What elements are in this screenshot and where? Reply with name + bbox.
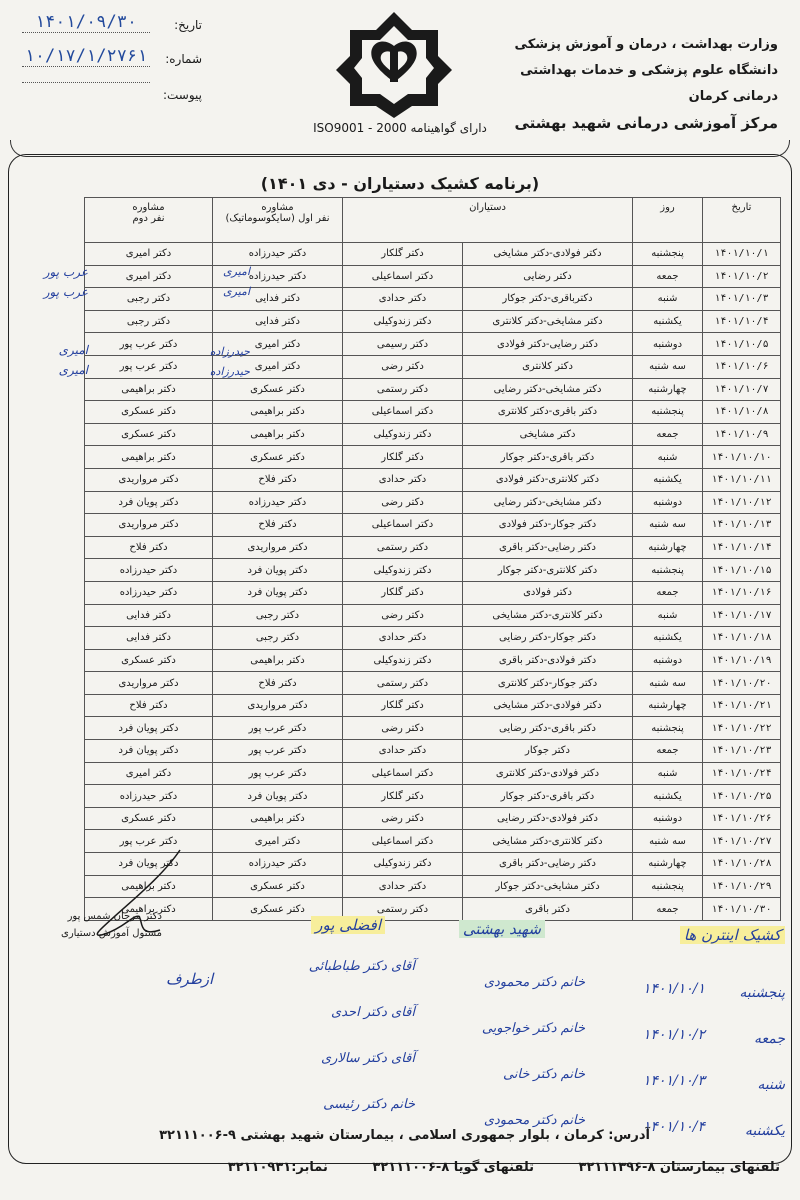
resident1-cell: دکتر رضایی-دکتر باقری [463,853,633,876]
note-day: یکشنبه [744,1123,785,1139]
consult1-cell: دکتر عسکری [213,446,343,469]
day-cell: دوشنبه [633,807,703,830]
consult1-cell: دکتر فلاح [213,514,343,537]
iso-certification: دارای گواهینامه ISO9001 - 2000 [313,121,487,135]
hand-note: حیدرزاده [209,345,250,358]
consult1-cell: دکتر مرواریدی [213,694,343,717]
consult2-cell: دکتر فدایی [85,604,213,627]
day-cell: چهارشنبه [633,853,703,876]
note-day: جمعه [753,1031,785,1047]
table-row [85,423,781,446]
date-cell: ۱۴۰۱/۱۰/۲۳ [703,740,781,763]
resident2-cell: دکتر گلکار [343,694,463,717]
day-cell: سه شنبه [633,830,703,853]
note-date: ۱۴۰۱/۱۰/۳ [642,1073,705,1089]
ivr-phones: تلفنهای گویا ۸-۳۲۱۱۱۰۰۶ [372,1160,535,1175]
consult2-cell: دکتر مرواریدی [85,672,213,695]
consult1-cell: دکتر براهیمی [213,401,343,424]
consult1-cell: دکتر مرواریدی [213,536,343,559]
resident2-cell: دکتر رسیمی [343,333,463,356]
consult2-cell: دکتر عرب پور [85,355,213,378]
date-cell: ۱۴۰۱/۱۰/۲۴ [703,762,781,785]
day-cell: چهارشنبه [633,378,703,401]
day-cell: شنبه [633,288,703,311]
table-header-row [85,198,781,243]
hand-note: امیری [58,343,88,357]
table-row [85,807,781,830]
consult2-cell: دکتر براهیمی [85,898,213,921]
table-row [85,265,781,288]
table-row [85,310,781,333]
day-cell: جمعه [633,581,703,604]
resident1-cell: دکتر جوکار-دکتر رضایی [463,627,633,650]
date-cell: ۱۴۰۱/۱۰/۵ [703,333,781,356]
consult1-cell: دکتر پویان فرد [213,559,343,582]
day-cell: سه شنبه [633,355,703,378]
consult2-cell: دکتر امیری [85,265,213,288]
note-date: ۱۴۰۱/۱۰/۲ [642,1027,705,1043]
day-cell: دوشنبه [633,491,703,514]
consult1-cell: دکتر عسکری [213,898,343,921]
table-row [85,672,781,695]
table-row [85,468,781,491]
resident1-cell: دکتر فولادی-دکتر کلانتری [463,762,633,785]
footer-address: آدرس: کرمان ، بلوار جمهوری اسلامی ، بیمارستان شهید بهشتی ۹-۳۲۱۱۱۰۰۶ [159,1128,650,1143]
date-cell: ۱۴۰۱/۱۰/۹ [703,423,781,446]
table-row [85,627,781,650]
consult1-cell: دکتر عسکری [213,378,343,401]
ministry-name: وزارت بهداشت ، درمان و آموزش پزشکی [514,37,778,52]
date-cell: ۱۴۰۱/۱۰/۱۶ [703,581,781,604]
resident2-cell: دکتر اسماعیلی [343,401,463,424]
resident2-cell: دکتر زندوکیلی [343,423,463,446]
university-name: دانشگاه علوم پزشکی و خدمات بهداشتی درمانی کرمان [520,63,778,104]
schedule-table [84,197,781,921]
resident1-cell: دکتر فولادی [463,581,633,604]
resident2-cell: دکتر رضی [343,717,463,740]
resident2-cell: دکتر اسماعیلی [343,514,463,537]
attach-value [22,82,150,83]
date-cell: ۱۴۰۱/۱۰/۳ [703,288,781,311]
table-row [85,559,781,582]
date-cell: ۱۴۰۱/۱۰/۱۳ [703,514,781,537]
table-row [85,604,781,627]
date-cell: ۱۴۰۱/۱۰/۱۴ [703,536,781,559]
table-row [85,785,781,808]
consult1-cell: دکتر رجبی [213,627,343,650]
consult2-cell: دکتر عسکری [85,423,213,446]
resident1-cell: دکتر جوکار [463,740,633,763]
center-name: مرکز آموزشی درمانی شهید بهشتی [514,114,778,132]
resident1-cell: دکترباقری-دکتر جوکار [463,288,633,311]
resident1-cell: دکتر مشایخی-دکتر کلانتری [463,310,633,333]
fax-number: نمابر:۳۲۱۱۰۹۳۱ [227,1160,328,1175]
consult2-title: مشاوره [132,202,165,213]
hand-note: عرب پور [43,265,88,279]
date-cell: ۱۴۰۱/۱۰/۲۶ [703,807,781,830]
notes-days [715,970,785,1154]
resident2-cell: دکتر حدادی [343,740,463,763]
notes-b-names [435,960,585,1144]
resident2-cell: دکتر زندوکیلی [343,649,463,672]
resident1-cell: دکتر فولادی-دکتر مشایخی [463,694,633,717]
table-row [85,491,781,514]
number-value: ۱۰/۱۷/۱/۲۷۶۱ [22,46,150,67]
date-cell: ۱۴۰۱/۱۰/۷ [703,378,781,401]
date-cell: ۱۴۰۱/۱۰/۱۰ [703,446,781,469]
hand-note: امیری [223,265,250,278]
day-cell: جمعه [633,265,703,288]
day-cell: یکشنبه [633,468,703,491]
date-label: تاریخ: [174,18,202,32]
consult1-cell: دکتر عرب پور [213,717,343,740]
day-cell: سه شنبه [633,514,703,537]
consult2-cell: دکتر فلاح [85,536,213,559]
note-name: خانم دکتر خانی [502,1067,585,1082]
resident2-cell: دکتر زندوکیلی [343,559,463,582]
resident2-cell: دکتر گلکار [343,785,463,808]
consult1-cell: دکتر پویان فرد [213,785,343,808]
hand-note: عرب پور [43,285,88,299]
consult1-cell: دکتر امیری [213,333,343,356]
resident1-cell: دکتر کلانتری-دکتر جوکار [463,559,633,582]
notes-c-names [215,944,415,1128]
table-row [85,243,781,266]
consult2-cell: دکتر امیری [85,762,213,785]
hand-note: امیری [223,285,250,298]
resident1-cell: دکتر مشایخی-دکتر جوکار [463,875,633,898]
resident2-cell: دکتر زندوکیلی [343,310,463,333]
day-cell: دوشنبه [633,333,703,356]
col-date-header: تاریخ [703,198,781,243]
handwritten-col1 [190,262,250,382]
note-name: خانم دکتر محمودی [483,975,585,990]
date-cell: ۱۴۰۱/۱۰/۲۰ [703,672,781,695]
table-row [85,288,781,311]
consult2-cell: دکتر فلاح [85,694,213,717]
hospital-phones: تلفنهای بیمارستان ۸-۳۲۱۱۱۳۹۶ [578,1160,780,1175]
consult2-cell: دکتر رجبی [85,310,213,333]
consult2-cell: دکتر حیدرزاده [85,785,213,808]
table-row [85,355,781,378]
day-cell: جمعه [633,898,703,921]
consult1-cell: دکتر امیری [213,355,343,378]
resident2-cell: دکتر حدادی [343,468,463,491]
consult2-cell: دکتر عسکری [85,649,213,672]
note-name: خانم دکتر رئیسی [323,1097,415,1112]
date-cell: ۱۴۰۱/۱۰/۱ [703,243,781,266]
resident2-cell: دکتر گلکار [343,243,463,266]
table-row [85,514,781,537]
consult1-cell: دکتر حیدرزاده [213,853,343,876]
note-name: آقای دکتر طباطبائی [308,959,415,974]
date-cell: ۱۴۰۱/۱۰/۱۲ [703,491,781,514]
consult2-subtitle: نفر دوم [132,213,165,224]
consult2-cell: دکتر براهیمی [85,378,213,401]
resident1-cell: دکتر رضایی [463,265,633,288]
date-cell: ۱۴۰۱/۱۰/۸ [703,401,781,424]
resident1-cell: دکتر مشایخی-دکتر رضایی [463,378,633,401]
day-cell: دوشنبه [633,649,703,672]
day-cell: یکشنبه [633,310,703,333]
consult1-cell: دکتر عرب پور [213,740,343,763]
resident2-cell: دکتر حدادی [343,875,463,898]
date-cell: ۱۴۰۱/۱۰/۲۱ [703,694,781,717]
resident1-cell: دکتر جوکار-دکتر کلانتری [463,672,633,695]
consult2-cell: دکتر عرب پور [85,830,213,853]
consult1-cell: دکتر حیدرزاده [213,243,343,266]
resident1-cell: دکتر باقری-دکتر جوکار [463,446,633,469]
resident2-cell: دکتر رستمی [343,672,463,695]
day-cell: چهارشنبه [633,694,703,717]
consult2-cell: دکتر مرواریدی [85,514,213,537]
handwritten-notes [160,916,785,1150]
day-cell: پنجشنبه [633,243,703,266]
consult1-cell: دکتر عرب پور [213,762,343,785]
table-row [85,740,781,763]
resident1-cell: دکتر باقری [463,898,633,921]
consult2-cell: دکتر براهیمی [85,446,213,469]
resident1-cell: دکتر فولادی-دکتر مشایخی [463,243,633,266]
consult1-cell: دکتر امیری [213,830,343,853]
resident1-cell: دکتر کلانتری-دکتر فولادی [463,468,633,491]
table-row [85,446,781,469]
table-row [85,401,781,424]
date-cell: ۱۴۰۱/۱۰/۴ [703,310,781,333]
resident2-cell: دکتر رستمی [343,378,463,401]
day-cell: پنجشنبه [633,401,703,424]
date-row [22,12,202,38]
consult1-cell: دکتر پویان فرد [213,581,343,604]
day-cell: پنجشنبه [633,559,703,582]
consult2-cell: دکتر رجبی [85,288,213,311]
resident1-cell: دکتر جوکار-دکتر فولادی [463,514,633,537]
consult2-cell: دکتر عرب پور [85,333,213,356]
consult1-cell: دکتر رجبی [213,604,343,627]
consult2-cell: دکتر براهیمی [85,875,213,898]
hand-note: امیری [58,363,88,377]
consult2-cell: دکتر پویان فرد [85,853,213,876]
number-row [22,46,202,72]
resident2-cell: دکتر رستمی [343,898,463,921]
resident2-cell: دکتر رضی [343,491,463,514]
date-cell: ۱۴۰۱/۱۰/۱۱ [703,468,781,491]
date-cell: ۱۴۰۱/۱۰/۱۸ [703,627,781,650]
attach-label: پیوست: [162,88,202,102]
day-cell: جمعه [633,423,703,446]
resident2-cell: دکتر اسماعیلی [343,762,463,785]
date-cell: ۱۴۰۱/۱۰/۲۹ [703,875,781,898]
date-value: ۱۴۰۱/۰۹/۳۰ [22,12,150,33]
table-row [85,378,781,401]
day-cell: پنجشنبه [633,717,703,740]
consult1-cell: دکتر حیدرزاده [213,491,343,514]
resident2-cell: دکتر رستمی [343,536,463,559]
resident1-cell: دکتر فولادی-دکتر رضایی [463,807,633,830]
resident2-cell: دکتر گلکار [343,446,463,469]
resident2-cell: دکتر زندوکیلی [343,853,463,876]
footer-phones [80,1160,780,1175]
interns-heading: کشیک اینترن ها [680,926,785,944]
note-date: ۱۴۰۱/۱۰/۴ [642,1119,705,1135]
consult2-cell: دکتر پویان فرد [85,491,213,514]
signer-name: دکتر مرجان شمس پور [67,911,162,922]
handwritten-margin [18,262,88,380]
resident2-cell: دکتر اسماعیلی [343,265,463,288]
date-cell: ۱۴۰۱/۱۰/۳۰ [703,898,781,921]
resident1-cell: دکتر مشایخی-دکتر رضایی [463,491,633,514]
table-row [85,333,781,356]
resident1-cell: دکتر فولادی-دکتر باقری [463,649,633,672]
institution-header [498,32,778,136]
note-name: خانم دکتر خواجویی [481,1021,585,1036]
name-heading: افضلی پور [311,916,385,934]
col-consult2-header [85,198,213,243]
resident2-cell: دکتر رضی [343,807,463,830]
table-row [85,581,781,604]
note-name: آقای دکتر احدی [331,1005,415,1020]
consult1-cell: دکتر فدایی [213,288,343,311]
day-cell: شنبه [633,446,703,469]
signer-title: مسئول آموزش دستیاری [61,928,162,939]
date-cell: ۱۴۰۱/۱۰/۱۹ [703,649,781,672]
letter-meta [22,12,202,108]
table-row [85,717,781,740]
table-row [85,762,781,785]
date-cell: ۱۴۰۱/۱۰/۲۵ [703,785,781,808]
day-cell: چهارشنبه [633,536,703,559]
number-label: شماره: [165,52,202,66]
resident2-cell: دکتر اسماعیلی [343,830,463,853]
consult1-title: مشاوره [261,202,294,213]
resident2-cell: دکتر حدادی [343,627,463,650]
consult2-cell: دکتر حیدرزاده [85,559,213,582]
note-name: آقای دکتر سالاری [320,1051,415,1066]
col-residents-header: دستیاران [343,198,633,243]
hospital-heading: شهید بهشتی [459,920,545,938]
resident1-cell: دکتر مشایخی [463,423,633,446]
consult1-cell: دکتر عسکری [213,875,343,898]
day-cell: سه شنبه [633,672,703,695]
resident1-cell: دکتر رضایی-دکتر باقری [463,536,633,559]
date-cell: ۱۴۰۱/۱۰/۲۷ [703,830,781,853]
consult1-cell: دکتر فدایی [213,310,343,333]
resident1-cell: دکتر کلانتری-دکتر مشایخی [463,830,633,853]
resident2-cell: دکتر رضی [343,355,463,378]
consult2-cell: دکتر پویان فرد [85,740,213,763]
consult2-cell: دکتر عسکری [85,401,213,424]
resident1-cell: دکتر رضایی-دکتر فولادی [463,333,633,356]
consult1-cell: دکتر حیدرزاده [213,265,343,288]
attach-row [22,82,202,108]
on-behalf-note: ازطرف [166,970,214,988]
consult1-cell: دکتر فلاح [213,468,343,491]
notes-dates [595,966,705,1150]
table-row [85,536,781,559]
resident1-cell: دکتر باقری-دکتر رضایی [463,717,633,740]
consult2-cell: دکتر عسکری [85,807,213,830]
date-cell: ۱۴۰۱/۱۰/۲۸ [703,853,781,876]
consult2-cell: دکتر فدایی [85,627,213,650]
day-cell: یکشنبه [633,785,703,808]
resident1-cell: دکتر کلانتری-دکتر مشایخی [463,604,633,627]
col-consult1-header [213,198,343,243]
consult2-cell: دکتر حیدرزاده [85,581,213,604]
day-cell: شنبه [633,604,703,627]
date-cell: ۱۴۰۱/۱۰/۶ [703,355,781,378]
note-date: ۱۴۰۱/۱۰/۱ [642,981,705,997]
resident1-cell: دکتر کلانتری [463,355,633,378]
day-cell: جمعه [633,740,703,763]
date-cell: ۱۴۰۱/۱۰/۲۲ [703,717,781,740]
day-cell: یکشنبه [633,627,703,650]
note-day: شنبه [757,1077,785,1093]
consult2-cell: دکتر مرواریدی [85,468,213,491]
day-cell: شنبه [633,762,703,785]
schedule-title: (برنامه کشیک دستیاران - دی ۱۴۰۱) [260,174,540,193]
resident1-cell: دکتر باقری-دکتر کلانتری [463,401,633,424]
table-row [85,649,781,672]
consult1-cell: دکتر براهیمی [213,649,343,672]
university-logo-icon [334,10,454,120]
hand-note: حیدرزاده [209,365,250,378]
date-cell: ۱۴۰۱/۱۰/۱۵ [703,559,781,582]
consult1-cell: دکتر براهیمی [213,423,343,446]
date-cell: ۱۴۰۱/۱۰/۱۷ [703,604,781,627]
consult2-cell: دکتر پویان فرد [85,717,213,740]
consult2-cell: دکتر امیری [85,243,213,266]
consult1-cell: دکتر فلاح [213,672,343,695]
consult1-subtitle: نفر اول (سایکوسوماتیک) [225,213,330,224]
col-day-header: روز [633,198,703,243]
day-cell: پنجشنبه [633,875,703,898]
resident1-cell: دکتر باقری-دکتر جوکار [463,785,633,808]
date-cell: ۱۴۰۱/۱۰/۲ [703,265,781,288]
resident2-cell: دکتر رضی [343,604,463,627]
resident2-cell: دکتر گلکار [343,581,463,604]
note-name: خانم دکتر محمودی [483,1113,585,1128]
note-day: پنجشنبه [739,985,785,1001]
consult1-cell: دکتر براهیمی [213,807,343,830]
resident2-cell: دکتر حدادی [343,288,463,311]
table-row [85,694,781,717]
